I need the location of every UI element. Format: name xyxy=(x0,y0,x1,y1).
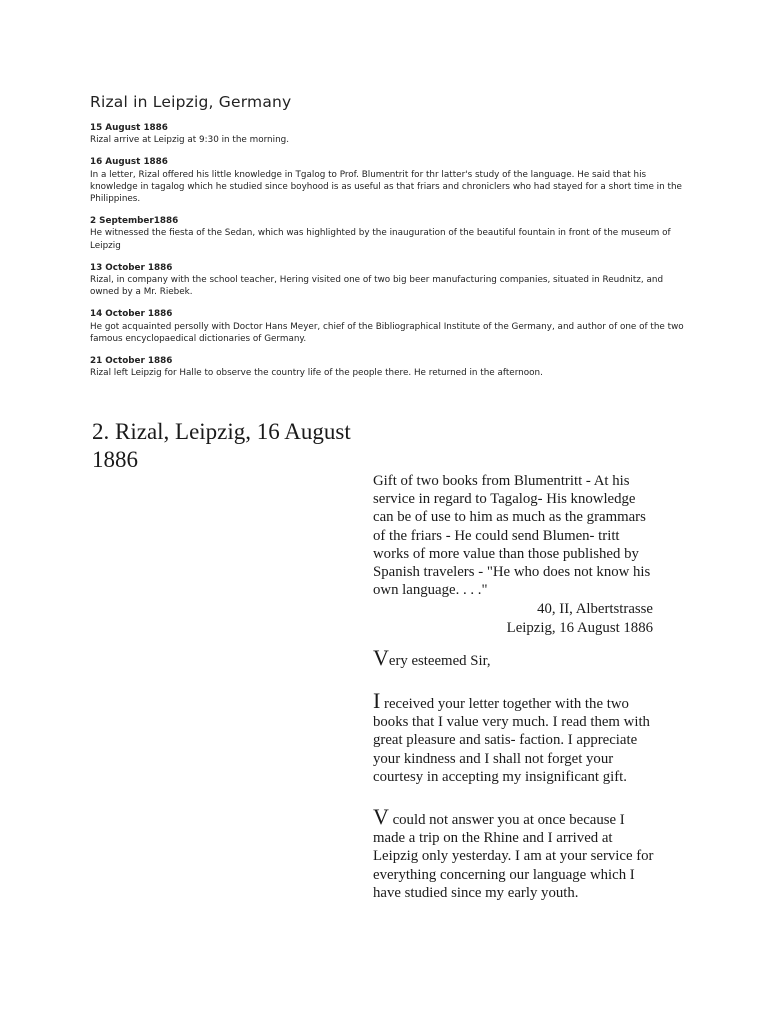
address-date-line: Leipzig, 16 August 1886 xyxy=(506,619,653,636)
entry-text: In a letter, Rizal offered his little knowledge in Tgalog to Prof. Blumentrit for thr latter's study of the language. He said that his knowledge in tagalog which he studied since boyhood is as useful as that friars and chroniclers who had stayed for a short time in the Philippines. xyxy=(90,169,682,205)
entry-date: 14 October 1886 xyxy=(90,309,173,320)
entry-date: 2 September1886 xyxy=(90,216,179,227)
timeline-entry xyxy=(90,262,690,299)
drop-initial: V xyxy=(373,644,389,670)
letter-heading: 2. Rizal, Leipzig, 16 August 1886 xyxy=(92,419,351,472)
entry-text: Rizal, in company with the school teacher, Hering visited one of two big beer manufacturing companies, situated in Reudnitz, and owned by a Mr. Riebek. xyxy=(90,275,664,298)
entry-date: 13 October 1886 xyxy=(90,262,173,273)
address-line: 40, II, Albertstrasse xyxy=(537,601,653,618)
entry-text: He got acquainted persolly with Doctor Hans Meyer, chief of the Bibliographical Institute of the Germany, and author of one of the two famous encyclopaedical dictionaries of Germany. xyxy=(90,321,684,344)
timeline-list xyxy=(90,122,690,379)
timeline-entry xyxy=(90,215,690,252)
entry-text: He witnessed the fiesta of the Sedan, which was highlighted by the inauguration of the beautiful fountain in front of the museum of Leipzig xyxy=(90,228,671,251)
entry-text: Rizal arrive at Leipzig at 9:30 in the morning. xyxy=(90,135,290,146)
letter-body xyxy=(373,472,658,902)
timeline-entry xyxy=(90,122,690,146)
letter-paragraph xyxy=(373,688,658,786)
letter-salutation xyxy=(373,644,658,670)
entry-text: Rizal left Leipzig for Halle to observe the country life of the people there. He returned in the afternoon. xyxy=(90,368,543,379)
drop-initial: I xyxy=(373,688,381,714)
entry-date: 15 August 1886 xyxy=(90,123,168,133)
letter-paragraph xyxy=(373,804,658,902)
timeline-entry xyxy=(90,156,690,205)
salutation-text: ery esteemed Sir, xyxy=(388,652,491,669)
letter-address xyxy=(373,600,658,636)
entry-date: 16 August 1886 xyxy=(90,157,168,168)
page-title: Rizal in Leipzig, Germany xyxy=(90,93,292,111)
paragraph-text: received your letter together with the two books that I value very much. I read them with great pleasure and satis- faction. I appreciate your kindness and I shall not forget your courtesy in accepting my insignificant gift. xyxy=(373,696,650,785)
entry-date: 21 October 1886 xyxy=(90,356,173,367)
letter-summary: Gift of two books from Blumentritt - At his service in regard to Tagalog- His knowledge can be of use to him as much as the grammars of the friars - He could send Blumen- tritt works of more value than those published by Spanish travelers - "He who does not know his own language. . . ." xyxy=(373,473,651,599)
timeline-entry xyxy=(90,308,690,345)
timeline-entry xyxy=(90,355,690,379)
drop-initial: V xyxy=(373,804,389,830)
paragraph-text: could not answer you at once because I made a trip on the Rhine and I arrived at Leipzig only yesterday. I am at your service for everything concerning our language which I have studied since my early youth. xyxy=(373,812,654,901)
